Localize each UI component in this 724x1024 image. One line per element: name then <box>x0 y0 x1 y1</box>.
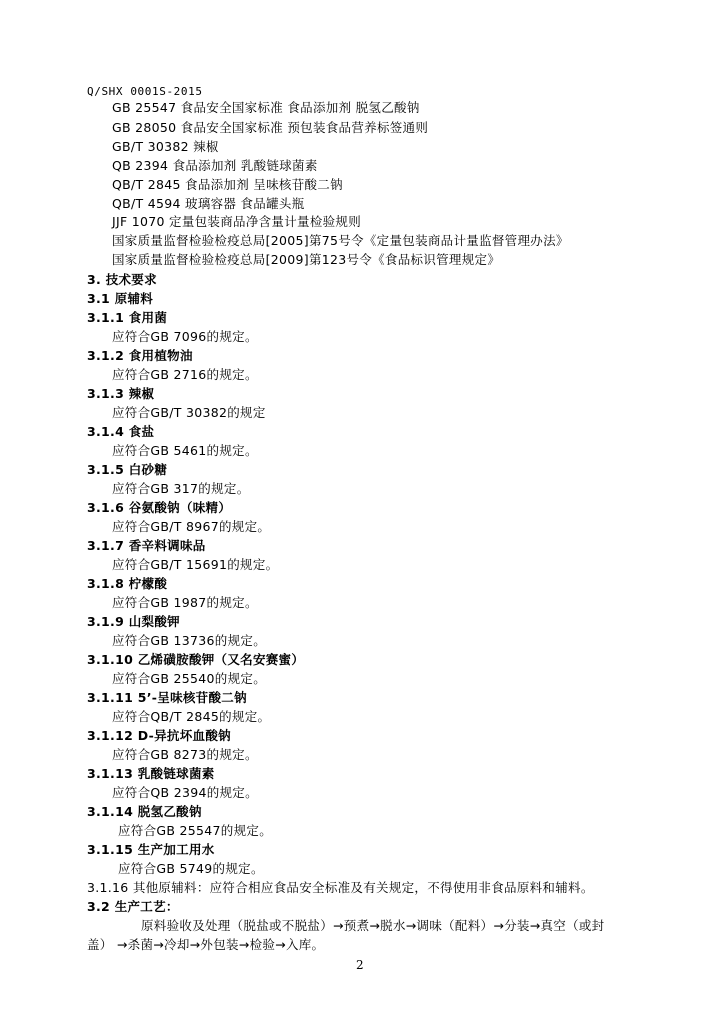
item-heading: 3.1.3 辣椒 <box>87 386 155 401</box>
reference-item: 国家质量监督检验检疫总局[2005]第75号令《定量包装商品计量监督管理办法》 <box>112 233 569 248</box>
item-heading: 3.1.2 食用植物油 <box>87 348 193 363</box>
item-heading: 3.1.6 谷氨酸钠（味精） <box>87 500 232 515</box>
process-flow-line: 原料验收及处理（脱盐或不脱盐）→预煮→脱水→调味（配料）→分装→真空（或封 <box>141 918 605 933</box>
reference-item: JJF 1070 定量包装商品净含量计量检验规则 <box>112 214 362 229</box>
item-body: 应符合GB 1987的规定。 <box>112 595 258 610</box>
reference-item: QB 2394 食品添加剂 乳酸链球菌素 <box>112 158 318 173</box>
item-heading: 3.1.5 白砂糖 <box>87 462 168 477</box>
section-heading: 3. 技术要求 <box>87 272 157 287</box>
item-body: 应符合GB 317的规定。 <box>112 481 250 496</box>
reference-item: QB/T 2845 食品添加剂 呈味核苷酸二钠 <box>112 177 343 192</box>
subsection-heading: 3.1 原辅料 <box>87 291 154 306</box>
item-body: 应符合GB 13736的规定。 <box>112 633 266 648</box>
item-body: 应符合GB/T 30382的规定 <box>112 405 266 420</box>
item-heading: 3.1.7 香辛料调味品 <box>87 538 206 553</box>
item-body: 应符合GB/T 15691的规定。 <box>112 557 279 572</box>
reference-item: GB 28050 食品安全国家标准 预包装食品营养标签通则 <box>112 120 429 135</box>
item-body: 应符合GB 5749的规定。 <box>118 861 264 876</box>
item-body: 应符合GB 25540的规定。 <box>112 671 266 686</box>
item-body: 应符合GB 2716的规定。 <box>112 367 258 382</box>
item-other-materials: 3.1.16 其他原辅料：应符合相应食品安全标准及有关规定，不得使用非食品原料和辅料。 <box>87 880 594 895</box>
process-flow-line: 盖） →杀菌→冷却→外包装→检验→入库。 <box>87 937 325 952</box>
item-body: 应符合GB 5461的规定。 <box>112 443 258 458</box>
page-number: 2 <box>356 958 364 972</box>
item-heading: 3.1.10 乙烯磺胺酸钾（又名安赛蜜） <box>87 652 305 667</box>
reference-item: GB/T 30382 辣椒 <box>112 139 219 154</box>
item-heading: 3.1.1 食用菌 <box>87 310 168 325</box>
item-body: 应符合GB/T 8967的规定。 <box>112 519 271 534</box>
item-heading: 3.1.14 脱氢乙酸钠 <box>87 804 202 819</box>
item-heading: 3.1.15 生产加工用水 <box>87 842 215 857</box>
item-heading: 3.1.8 柠檬酸 <box>87 576 168 591</box>
item-body: 应符合QB 2394的规定。 <box>112 785 258 800</box>
doc-code: Q/SHX 0001S-2015 <box>87 85 203 98</box>
item-heading: 3.1.12 D-异抗坏血酸钠 <box>87 728 231 743</box>
item-body: 应符合GB 8273的规定。 <box>112 747 258 762</box>
item-heading: 3.1.13 乳酸链球菌素 <box>87 766 215 781</box>
item-body: 应符合GB 25547的规定。 <box>118 823 272 838</box>
reference-item: QB/T 4594 玻璃容器 食品罐头瓶 <box>112 196 305 211</box>
item-heading: 3.1.11 5’-呈味核苷酸二钠 <box>87 690 247 705</box>
reference-item: 国家质量监督检验检疫总局[2009]第123号令《食品标识管理规定》 <box>112 252 501 267</box>
item-body: 应符合QB/T 2845的规定。 <box>112 709 271 724</box>
item-heading: 3.1.4 食盐 <box>87 424 155 439</box>
item-body: 应符合GB 7096的规定。 <box>112 329 258 344</box>
subsection-heading: 3.2 生产工艺： <box>87 899 179 914</box>
item-heading: 3.1.9 山梨酸钾 <box>87 614 180 629</box>
reference-item: GB 25547 食品安全国家标准 食品添加剂 脱氢乙酸钠 <box>112 100 420 115</box>
